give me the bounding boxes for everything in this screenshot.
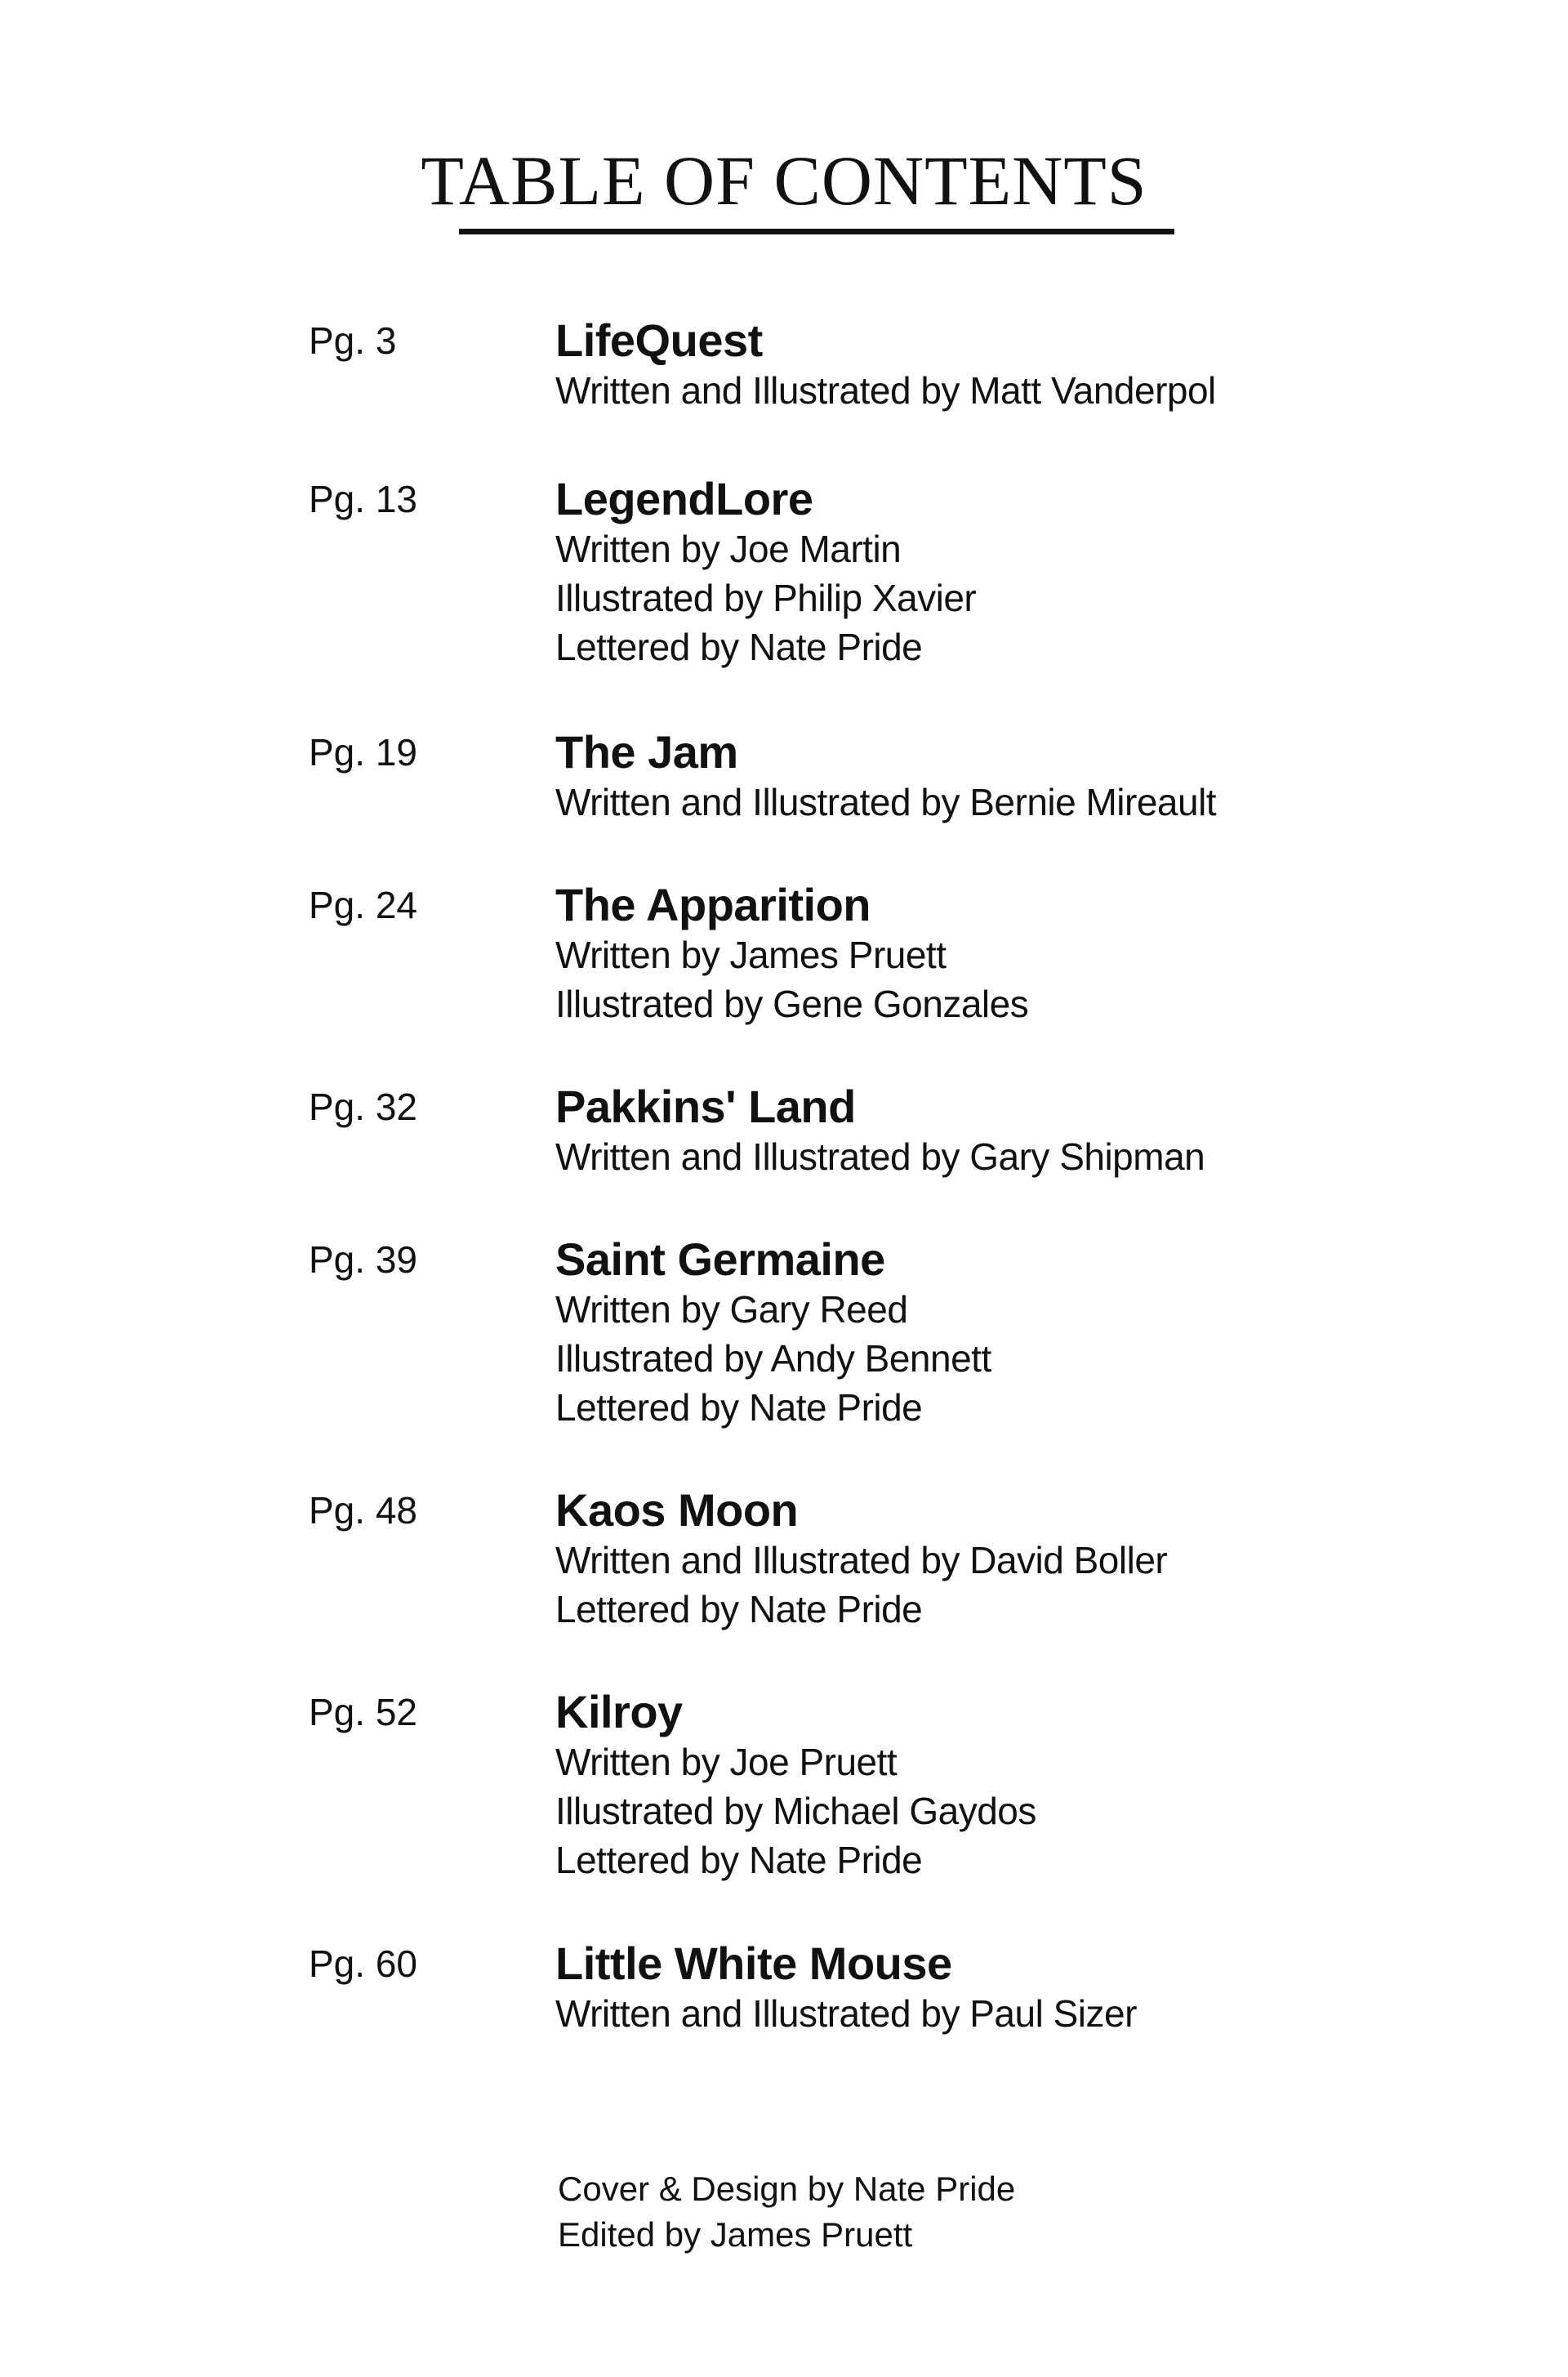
title-underline: [459, 229, 1174, 234]
credit-line: Written by Joe Martin: [555, 528, 902, 570]
story-title: Kaos Moon: [555, 1484, 799, 1536]
credit-line: Lettered by Nate Pride: [555, 1839, 923, 1881]
credit-line: Lettered by Nate Pride: [555, 1588, 923, 1630]
credit-line: Illustrated by Andy Bennett: [555, 1337, 991, 1380]
story-block: [555, 315, 1454, 415]
story-block: [555, 1485, 1454, 1634]
credit-line: Written by James Pruett: [555, 934, 947, 976]
credit-line: Illustrated by Gene Gonzales: [555, 983, 1029, 1025]
page-number: Pg. 39: [309, 1238, 417, 1281]
page-number: Pg. 52: [309, 1691, 417, 1733]
story-title: LifeQuest: [555, 314, 763, 366]
story-block: [555, 1687, 1454, 1884]
story-title: Saint Germaine: [555, 1233, 885, 1285]
footer-credits: [558, 2166, 1015, 2258]
page-number: Pg. 48: [309, 1489, 417, 1532]
credit-line: Written and Illustrated by Paul Sizer: [555, 1992, 1137, 2035]
story-title: Pakkins' Land: [555, 1081, 856, 1132]
credit-line: Written and Illustrated by Matt Vanderpol: [555, 369, 1216, 412]
story-title: Little White Mouse: [555, 1938, 952, 1989]
page-title: TABLE OF CONTENTS: [421, 141, 1147, 220]
credit-line: Written by Gary Reed: [555, 1288, 908, 1331]
page-number: Pg. 60: [309, 1942, 417, 1985]
story-title: The Apparition: [555, 879, 871, 930]
credit-line: Written by Joe Pruett: [555, 1741, 898, 1783]
credit-line: Illustrated by Michael Gaydos: [555, 1790, 1036, 1832]
story-block: [555, 880, 1454, 1028]
page-number: Pg. 13: [309, 478, 417, 520]
story-block: [555, 1081, 1454, 1181]
credit-line: Illustrated by Philip Xavier: [555, 577, 977, 619]
story-title: LegendLore: [555, 473, 813, 524]
footer-credit-line: Cover & Design by Nate Pride: [558, 2170, 1016, 2208]
credit-line: Written and Illustrated by David Boller: [555, 1539, 1168, 1581]
credit-line: Written and Illustrated by Gary Shipman: [555, 1135, 1205, 1178]
page-number: Pg. 24: [309, 884, 417, 926]
story-block: [555, 727, 1454, 827]
story-title: Kilroy: [555, 1686, 683, 1737]
footer-credit-line: Edited by James Pruett: [558, 2215, 913, 2254]
credit-line: Lettered by Nate Pride: [555, 626, 923, 668]
story-block: [555, 1234, 1454, 1432]
page-number: Pg. 19: [309, 731, 417, 774]
page-number: Pg. 32: [309, 1086, 417, 1128]
credit-line: Lettered by Nate Pride: [555, 1386, 923, 1429]
page-number: Pg. 3: [309, 319, 397, 362]
credit-line: Written and Illustrated by Bernie Mireault: [555, 781, 1217, 823]
story-title: The Jam: [555, 726, 738, 778]
story-block: [555, 474, 1454, 671]
story-block: [555, 1938, 1454, 2038]
